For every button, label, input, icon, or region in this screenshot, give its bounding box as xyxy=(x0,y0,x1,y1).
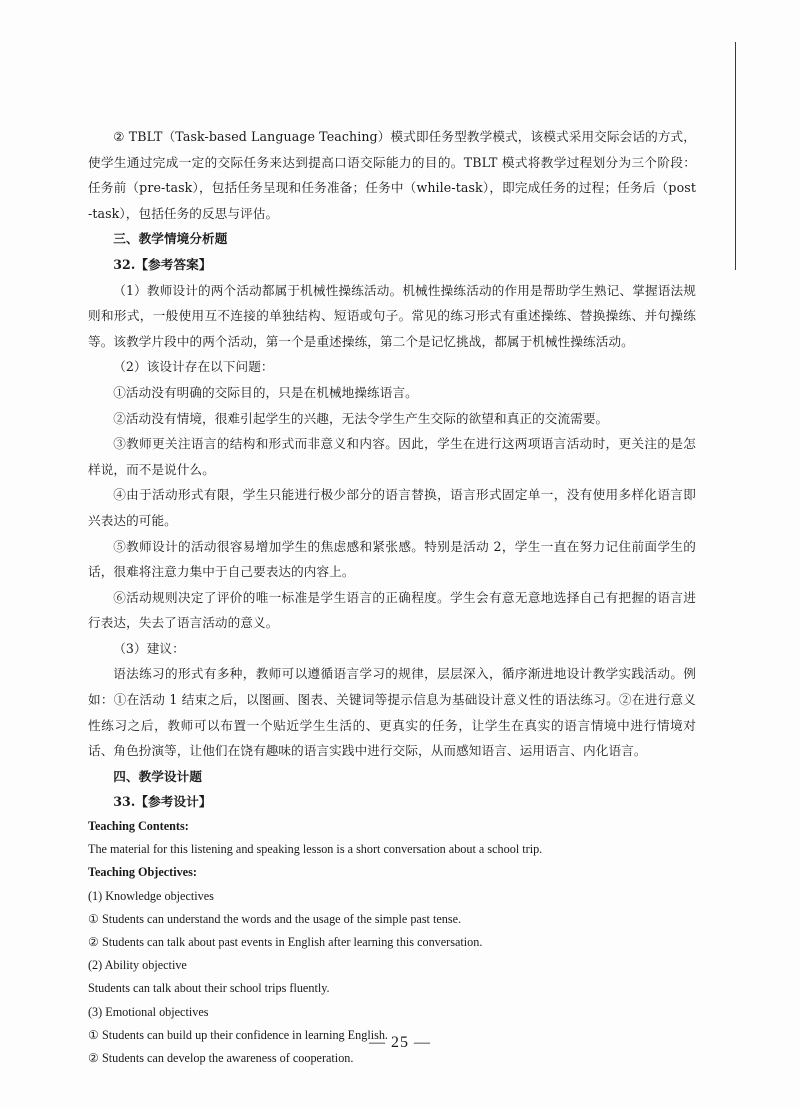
knowledge-objective-1: ① Students can understand the words and the usage of the simple past tense. xyxy=(88,911,462,926)
knowledge-objective-2: ② Students can talk about past events in English after learning this conversation. xyxy=(88,935,483,950)
knowledge-objectives-heading: (1) Knowledge objectives xyxy=(88,888,214,903)
teaching-contents-text: The material for this listening and speaking lesson is a short conversation about a school trip. xyxy=(88,842,543,857)
emotional-objective-1: ① Students can build up their confidence in learning English. xyxy=(88,1027,388,1042)
page-number: — 25 — xyxy=(369,1034,431,1051)
paragraph-answer-1: （1）教师设计的两个活动都属于机械性操练活动。机械性操练活动的作用是帮助学生熟记、掌握语法规则和形式，一般使用互不连接的单独结构、短语或句子。常见的练习形式有重述操练、替换操练、并句操练等。该教学片段中的两个活动，第一个是重述操练，第二个是记忆挑战，都属于机械性操练活动。 xyxy=(88,282,696,349)
section-heading-situation-analysis: 三、教学情境分析题 xyxy=(113,231,228,247)
question-32-heading: 32.【参考答案】 xyxy=(113,256,212,272)
section-heading-teaching-design: 四、教学设计题 xyxy=(113,768,203,784)
problem-item-5: ⑤教师设计的活动很容易增加学生的焦虑感和紧张感。特别是活动 2，学生一直在努力记住前面学生的话，很难将注意力集中于自己要表达的内容上。 xyxy=(88,538,696,580)
emotional-objective-2: ② Students can develop the awareness of cooperation. xyxy=(88,1051,354,1066)
emotional-objectives-heading: (3) Emotional objectives xyxy=(88,1004,209,1019)
page-content xyxy=(88,124,696,1070)
question-33-heading: 33.【参考设计】 xyxy=(113,794,212,810)
teaching-objectives-heading: Teaching Objectives: xyxy=(88,865,197,880)
margin-rule-line xyxy=(735,42,736,270)
paragraph-answer-2-intro: （2）该设计存在以下问题： xyxy=(113,359,274,375)
ability-objective-heading: (2) Ability objective xyxy=(88,958,187,973)
teaching-contents-heading: Teaching Contents: xyxy=(88,819,189,834)
paragraph-tblt: ② TBLT（Task-based Language Teaching）模式即任务型教学模式，该模式采用交际会话的方式，使学生通过完成一定的交际任务来达到提高口语交际能力的目的。TBLT 模式将教学过程划分为三个阶段：任务前（pre-task），包括任务呈现和任务准备；任务中（while-task），即完成任务的过程；任务后（post-task），包括任务的反思与评估。 xyxy=(88,129,696,221)
suggestion-paragraph: 语法练习的形式有多种，教师可以遵循语言学习的规律，层层深入，循序渐进地设计教学实践活动。例如：①在活动 1 结束之后，以图画、图表、关键词等提示信息为基础设计意义性的语法练习。②在进行意义性练习之后，教师可以布置一个贴近学生生活的、更真实的任务，让学生在真实的语言情境中进行情境对话、角色扮演等，让他们在饶有趣味的语言实践中进行交际，从而感知语言、运用语言、内化语言。 xyxy=(88,666,696,759)
problem-item-1: ①活动没有明确的交际目的，只是在机械地操练语言。 xyxy=(113,384,418,400)
problem-item-3: ③教师更关注语言的结构和形式而非意义和内容。因此，学生在进行这两项语言活动时，更关注的是怎样说，而不是说什么。 xyxy=(88,436,696,477)
problem-item-4: ④由于活动形式有限，学生只能进行极少部分的语言替换，语言形式固定单一，没有使用多样化语言即兴表达的可能。 xyxy=(88,487,696,528)
problem-item-6: ⑥活动规则决定了评价的唯一标准是学生语言的正确程度。学生会有意无意地选择自己有把握的语言进行表达，失去了语言活动的意义。 xyxy=(88,589,696,631)
problem-item-2: ②活动没有情境，很难引起学生的兴趣，无法令学生产生交际的欲望和真正的交流需要。 xyxy=(113,410,609,426)
ability-objective-text: Students can talk about their school trips fluently. xyxy=(88,981,330,996)
paragraph-answer-3-intro: （3）建议： xyxy=(113,640,185,656)
